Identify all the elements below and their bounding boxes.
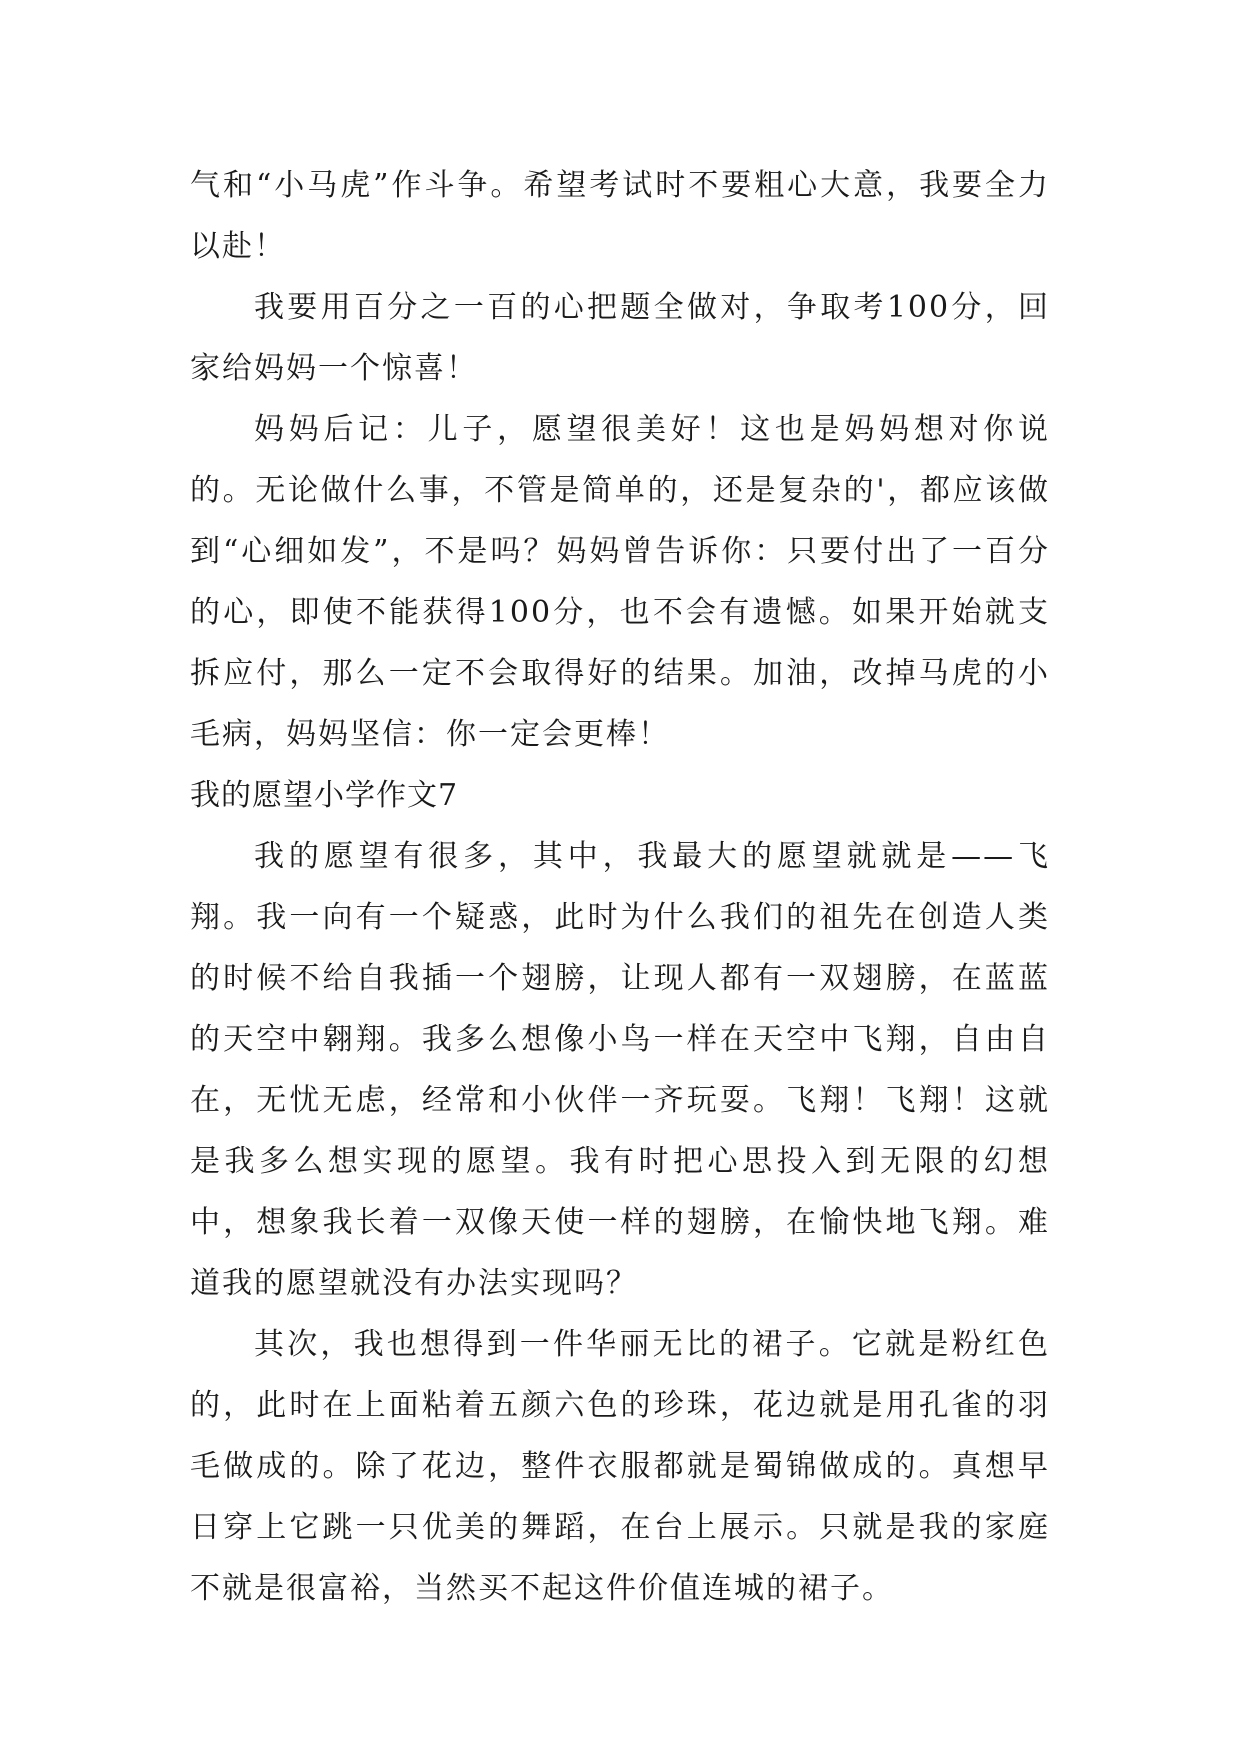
paragraph: 我的愿望有很多，其中，我最大的愿望就就是——飞翔。我一向有一个疑惑，此时为什么我们的祖先在创造人类的时候不给自我插一个翅膀，让现人都有一双翅膀，在蓝蓝的天空中翱翔。我多么想像小鸟一样在天空中飞翔，自由自在，无忧无虑，经常和小伙伴一齐玩耍。飞翔！飞翔！这就是我多么想实现的愿望。我有时把心思投入到无限的幻想中，想象我长着一双像天使一样的翅膀，在愉快地飞翔。难道我的愿望就没有办法实现吗？ bbox=[190, 839, 1050, 1301]
document-body bbox=[190, 155, 1050, 1619]
paragraph: 其次，我也想得到一件华丽无比的裙子。它就是粉红色的，此时在上面粘着五颜六色的珍珠，花边就是用孔雀的羽毛做成的。除了花边，整件衣服都就是蜀锦做成的。真想早日穿上它跳一只优美的舞蹈，在台上展示。只就是我的家庭不就是很富裕，当然买不起这件价值连城的裙子。 bbox=[190, 1327, 1050, 1606]
section-heading: 我的愿望小学作文7 bbox=[190, 778, 459, 813]
paragraph-continuation: 气和“小马虎”作斗争。希望考试时不要粗心大意，我要全力以赴！ bbox=[190, 168, 1050, 264]
paragraph-mother-note: 妈妈后记：儿子，愿望很美好！这也是妈妈想对你说的。无论做什么事，不管是简单的，还是复杂的'，都应该做到“心细如发”，不是吗？妈妈曾告诉你：只要付出了一百分的心，即使不能获得100分，也不会有遗憾。如果开始就支拆应付，那么一定不会取得好的结果。加油，改掉马虎的小毛病，妈妈坚信：你一定会更棒！ bbox=[190, 412, 1050, 752]
paragraph: 我要用百分之一百的心把题全做对，争取考100分，回家给妈妈一个惊喜！ bbox=[190, 290, 1050, 386]
